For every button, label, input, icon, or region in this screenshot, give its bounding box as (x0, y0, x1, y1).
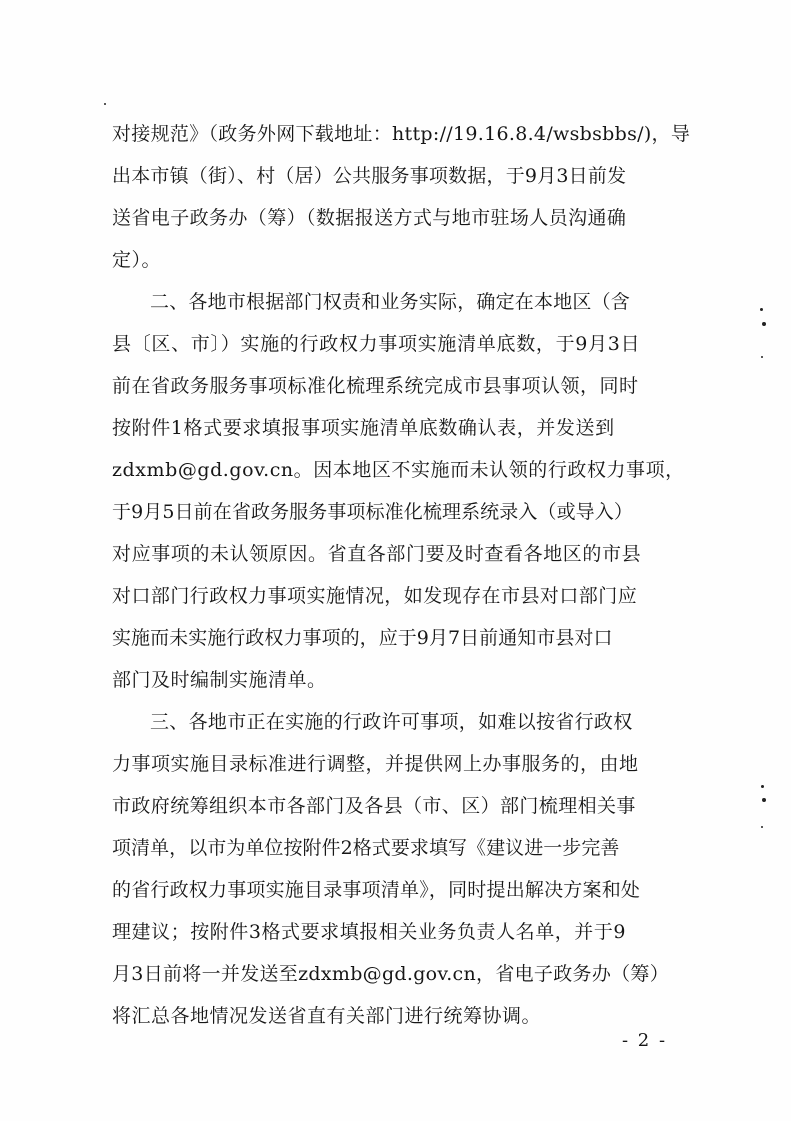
scan-speck (762, 798, 766, 802)
body-line-20: 理建议；按附件3格式要求填报相关业务负责人名单，并于9 (112, 921, 627, 943)
body-line-13: 实施而未实施行政权力事项的，应于9月7日前通知市县对口 (112, 627, 613, 649)
body-line-3: 送省电子政务办（筹）（数据报送方式与地市驻场人员沟通确 (112, 207, 627, 229)
scan-speck (762, 322, 766, 326)
body-line-18: 项清单，以市为单位按附件2格式要求填写《建议进一步完善 (112, 837, 620, 859)
scan-speck (104, 103, 106, 105)
section-two-first-line: 二、各地市根据部门权责和业务实际，确定在本地区（含 (150, 291, 631, 313)
body-line-8: 按附件1格式要求填报事项实施清单底数确认表，并发送到 (112, 417, 615, 439)
body-line-11: 对应事项的未认领原因。省直各部门要及时查看各地区的市县 (112, 543, 642, 565)
body-line-4: 定）。 (112, 249, 162, 271)
body-line-17: 市政府统筹组织本市各部门及各县（市、区）部门梳理相关事 (112, 795, 636, 817)
body-line-21: 月3日前将一并发送至zdxmb@gd.gov.cn，省电子政务办（筹） (112, 963, 670, 985)
body-line-9: zdxmb@gd.gov.cn。因本地区不实施而未认领的行政权力事项， (112, 459, 685, 481)
body-line-16: 力事项实施目录标准进行调整，并提供网上办事服务的，由地 (112, 753, 639, 775)
body-line-1: 对接规范》（政务外网下载地址：http://19.16.8.4/wsbsbbs/)，导 (112, 123, 691, 145)
page-number: - 2 - (622, 1030, 668, 1051)
body-line-6: 县〔区、市〕）实施的行政权力事项实施清单底数，于9月3日 (112, 333, 641, 355)
section-three-first-line: 三、各地市正在实施的行政许可事项，如难以按省行政权 (150, 711, 633, 733)
body-line-19: 的省行政权力事项实施目录事项清单》，同时提出解决方案和处 (112, 879, 641, 901)
scan-speck (761, 785, 764, 788)
body-line-14: 部门及时编制实施清单。 (112, 669, 327, 691)
scan-speck (761, 356, 763, 358)
scan-speck (761, 826, 763, 828)
body-line-12: 对口部门行政权力事项实施情况，如发现存在市县对口部门应 (112, 585, 638, 607)
scan-speck (760, 308, 763, 311)
body-line-22: 将汇总各地情况发送省直有关部门进行统筹协调。 (112, 1005, 542, 1027)
body-line-10: 于9月5日前在省政务服务事项标准化梳理系统录入（或导入） (112, 501, 633, 523)
body-line-7: 前在省政务服务事项标准化梳理系统完成市县事项认领，同时 (112, 375, 639, 397)
body-line-2: 出本市镇（街）、村（居）公共服务事项数据，于9月3日前发 (112, 165, 627, 187)
